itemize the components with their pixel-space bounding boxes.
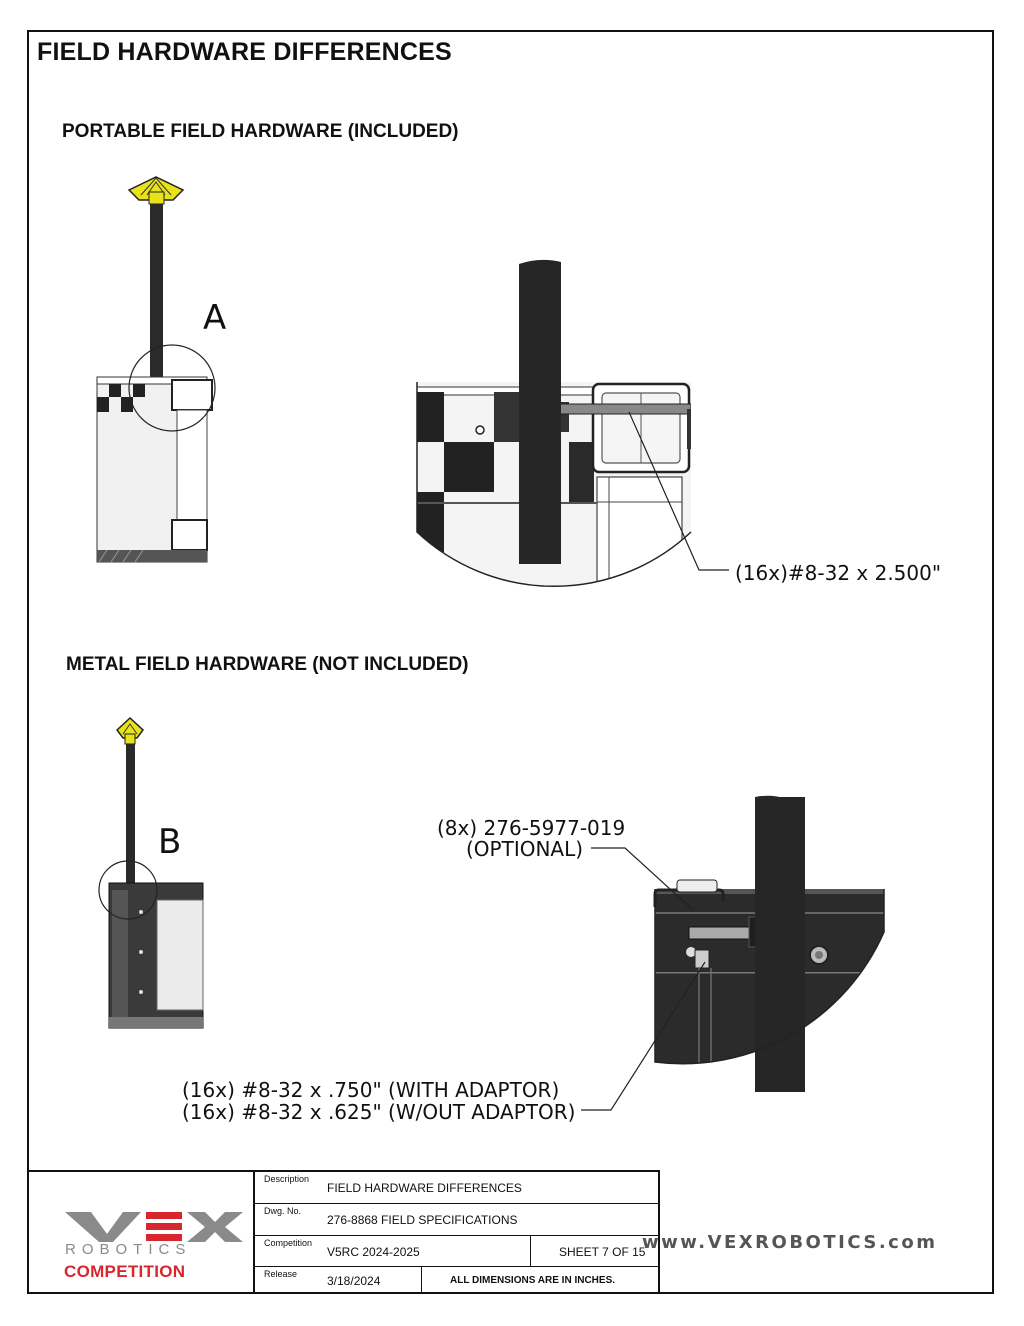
competition-value: V5RC 2024-2025 xyxy=(327,1245,420,1259)
competition-row xyxy=(255,1236,658,1267)
vex-logo-mark xyxy=(29,1172,255,1242)
release-row xyxy=(255,1267,658,1294)
website-url[interactable]: www.VEXROBOTICS.com xyxy=(642,1232,938,1253)
callout-bolt-with-adaptor: (16x) #8-32 x .750" (WITH ADAPTOR) xyxy=(182,1078,560,1102)
competition-label: Competition xyxy=(264,1238,313,1248)
dwg-row xyxy=(255,1204,658,1236)
release-value: 3/18/2024 xyxy=(327,1274,381,1288)
section-metal-heading: METAL FIELD HARDWARE (NOT INCLUDED) xyxy=(66,654,469,675)
portable-detail-drawing xyxy=(417,260,729,642)
dimensions-note: ALL DIMENSIONS ARE IN INCHES. xyxy=(450,1275,616,1286)
vex-logo xyxy=(29,1172,255,1294)
callout-adaptor-part: (8x) 276-5977-019 xyxy=(437,816,626,840)
portable-overview-drawing xyxy=(97,177,215,562)
detail-label-b: B xyxy=(158,822,182,862)
callout-portable-bolt: (16x)#8-32 x 2.500" xyxy=(735,561,942,585)
description-row xyxy=(255,1172,658,1204)
callout-adaptor-optional: (OPTIONAL) xyxy=(466,837,584,861)
detail-label-a: A xyxy=(203,298,227,338)
drawing-sheet xyxy=(27,30,994,1294)
dwg-value: 276-8868 FIELD SPECIFICATIONS xyxy=(327,1213,518,1227)
title-block xyxy=(29,1170,660,1294)
hardware-drawings xyxy=(29,32,992,1168)
metal-overview-drawing xyxy=(99,718,203,1028)
metal-detail-drawing xyxy=(581,796,915,1110)
description-label: Description xyxy=(264,1174,310,1184)
sheet-number: SHEET 7 OF 15 xyxy=(559,1245,646,1259)
page-title: FIELD HARDWARE DIFFERENCES xyxy=(37,38,452,66)
logo-robotics: ROBOTICS xyxy=(65,1241,192,1258)
dwg-label: Dwg. No. xyxy=(264,1206,302,1216)
logo-competition: COMPETITION xyxy=(64,1262,186,1281)
section-portable-heading: PORTABLE FIELD HARDWARE (INCLUDED) xyxy=(62,121,459,142)
release-label: Release xyxy=(264,1269,298,1279)
callout-bolt-without-adaptor: (16x) #8-32 x .625" (W/OUT ADAPTOR) xyxy=(182,1100,576,1124)
description-value: FIELD HARDWARE DIFFERENCES xyxy=(327,1181,522,1195)
